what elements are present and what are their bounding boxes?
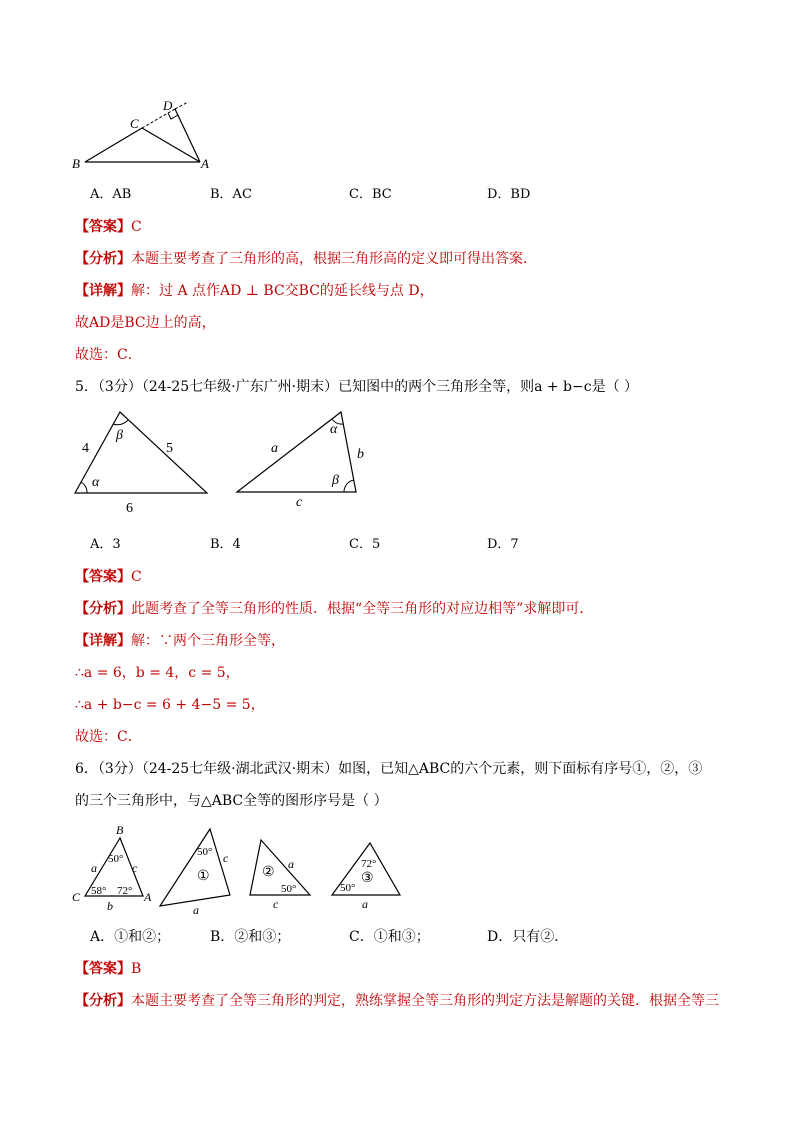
q4-answer: 【答案】C [75,219,142,235]
t1-angle-50: 50° [197,846,213,858]
right-side-c: c [296,495,303,510]
base-side-a: a [91,861,97,875]
q4-option-d: D．BD [487,187,531,202]
q4-option-b: B．AC [210,187,252,202]
right-side-b: b [357,447,364,462]
label-c: C [130,116,139,131]
t3-angle-72: 72° [361,858,377,870]
base-angle-50: 50° [108,853,124,865]
base-label-a: A [144,890,152,904]
q5-detail-line3: ∴a + b−c = 6 + 4−5 = 5， [75,697,265,713]
t3-side-a: a [362,897,368,911]
label-d: D [163,98,173,113]
t2-side-a: a [288,857,294,871]
t3-number: ③ [361,871,374,886]
base-label-b: B [116,823,124,837]
q4-choose: 故选：C． [75,347,142,363]
q5-stem: 5．（3分）（24-25七年级·广东广州·期末）已知图中的两个三角形全等，则a + b−c是（ ） [75,379,639,395]
t1-side-a: a [193,903,199,917]
q4-analysis: 【分析】本题主要考查了三角形的高，根据三角形高的定义即可得出答案． [75,251,537,267]
left-angle-alpha: α [92,475,100,490]
q5-choose: 故选：C． [75,729,142,745]
base-angle-58: 58° [91,885,107,897]
label-a: A [201,156,209,171]
t2-angle-50: 50° [281,883,297,895]
base-side-c: c [132,861,138,875]
q6-answer: 【答案】B [75,961,142,977]
congruent-triangles-figure [60,400,380,520]
q4-option-c: C．BC [349,187,392,202]
t1-number: ① [197,869,210,884]
right-side-a: a [271,441,278,456]
q4-option-a: A．AB [90,187,132,202]
q6-analysis: 【分析】本题主要考查了全等三角形的判定，熟练掌握全等三角形的判定方法是解题的关键．根据全等三 [75,993,719,1009]
left-side-6: 6 [126,501,133,516]
right-angle-beta: β [332,473,339,488]
label-b: B [72,156,80,171]
q5-option-d: D．7 [487,537,519,552]
q6-option-d: D．只有②． [487,929,569,945]
t1-side-c: c [223,851,229,865]
q4-detail-line2: 故AD是BC边上的高， [75,315,216,331]
left-angle-beta: β [116,428,123,443]
q6-option-a: A．①和②； [90,929,171,945]
left-side-5: 5 [166,441,173,456]
base-label-c: C [72,890,81,904]
q5-answer: 【答案】C [75,569,142,585]
q5-detail: 【详解】解：∵两个三角形全等， [75,633,285,649]
q6-stem-line2: 的三个三角形中，与△ABC全等的图形序号是（ ） [75,793,388,809]
q4-detail: 【详解】解：过 A 点作AD ⊥ BC交BC的延长线与点 D， [75,283,434,299]
base-angle-72: 72° [117,885,133,897]
q5-option-b: B．4 [210,537,241,552]
t2-side-c: c [273,897,279,911]
q5-option-a: A．3 [90,537,121,552]
triangle-abd-figure [60,95,220,175]
right-angle-alpha: α [330,422,338,437]
q6-option-c: C．①和③； [349,929,430,945]
q5-analysis: 【分析】此题考查了全等三角形的性质．根据“全等三角形的对应边相等”求解即可． [75,601,594,617]
triangles-abc-123-figure [60,818,420,918]
q5-detail-line2: ∴a = 6，b = 4，c = 5， [75,665,240,681]
q5-option-c: C．5 [349,537,381,552]
t3-angle-50: 50° [340,882,356,894]
base-side-b: b [107,899,113,913]
q6-option-b: B．②和③； [210,929,291,945]
q6-stem-line1: 6．（3分）（24-25七年级·湖北武汉·期末）如图，已知△ABC的六个元素，则下面标有序号①，②，③ [75,761,703,777]
t2-number: ② [262,865,275,880]
left-side-4: 4 [82,441,89,456]
